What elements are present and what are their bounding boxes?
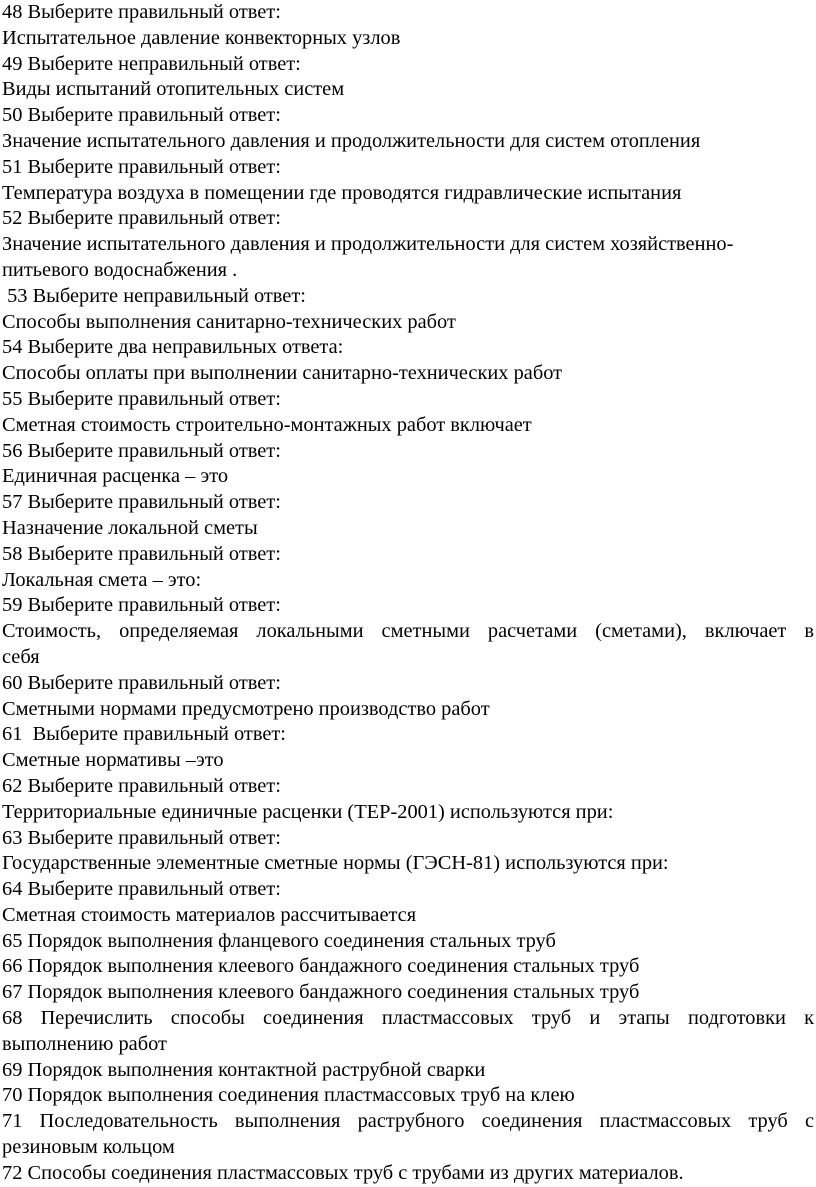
question-57-text: Назначение локальной сметы [2, 516, 258, 539]
question-64-heading: 64 Выберите правильный ответ: [2, 878, 281, 901]
item-70: 70 Порядок выполнения соединения пластмассовых труб на клею [2, 1084, 575, 1107]
item-72: 72 Способы соединения пластмассовых труб с трубами из других материалов. [2, 1161, 684, 1184]
question-60-text: Сметными нормами предусмотрено производство работ [2, 697, 490, 720]
question-51-heading: 51 Выберите правильный ответ: [2, 155, 281, 178]
question-59-text-line-1: Стоимость, определяемая локальными сметными расчетами (сметами), включает в [2, 620, 814, 643]
question-48-text: Испытательное давление конвекторных узлов [2, 26, 401, 49]
item-71-line-2: резиновым кольцом [2, 1136, 175, 1159]
item-68-line-1: 68 Перечислить способы соединения пластмассовых труб и этапы подготовки к [2, 1007, 814, 1030]
question-51-text: Температура воздуха в помещении где проводятся гидравлические испытания [2, 181, 682, 204]
question-62-text: Территориальные единичные расценки (ТЕР-2001) используются при: [2, 800, 614, 823]
question-61-text: Сметные нормативы –это [2, 749, 224, 772]
question-55-text: Сметная стоимость строительно-монтажных работ включает [2, 413, 532, 436]
question-64-text: Сметная стоимость материалов рассчитывается [2, 903, 417, 926]
question-53-text: Способы выполнения санитарно-технических работ [2, 310, 456, 333]
question-54-heading: 54 Выберите два неправильных ответа: [2, 336, 344, 359]
question-59-text-line-2: себя [2, 645, 40, 668]
item-65: 65 Порядок выполнения фланцевого соединения стальных труб [2, 929, 556, 952]
question-55-heading: 55 Выберите правильный ответ: [2, 387, 281, 410]
question-56-text: Единичная расценка – это [2, 465, 229, 488]
question-59-heading: 59 Выберите правильный ответ: [2, 594, 281, 617]
question-57-heading: 57 Выберите правильный ответ: [2, 491, 281, 514]
question-63-text: Государственные элементные сметные нормы (ГЭСН-81) используются при: [2, 852, 669, 875]
question-49-text: Виды испытаний отопительных систем [2, 78, 345, 101]
question-63-heading: 63 Выберите правильный ответ: [2, 826, 281, 849]
item-67: 67 Порядок выполнения клеевого бандажного соединения стальных труб [2, 981, 640, 1004]
question-50-text: Значение испытательного давления и продолжительности для систем отопления [2, 129, 701, 152]
question-60-heading: 60 Выберите правильный ответ: [2, 671, 281, 694]
item-68-line-2: выполнению работ [2, 1032, 167, 1055]
question-53-heading: 53 Выберите неправильный ответ: [2, 284, 306, 307]
question-62-heading: 62 Выберите правильный ответ: [2, 774, 281, 797]
question-58-text: Локальная смета – это: [2, 568, 202, 591]
question-48-heading: 48 Выберите правильный ответ: [2, 1, 281, 23]
question-49-heading: 49 Выберите неправильный ответ: [2, 52, 301, 75]
question-52-heading: 52 Выберите правильный ответ: [2, 207, 281, 230]
question-50-heading: 50 Выберите правильный ответ: [2, 104, 281, 127]
question-61-heading: 61 Выберите правильный ответ: [2, 723, 286, 746]
question-52-text-line-1: Значение испытательного давления и продолжительности для систем хозяйственно- [2, 233, 734, 256]
item-71-line-1: 71 Последовательность выполнения раструбного соединения пластмассовых труб с [2, 1110, 814, 1133]
question-54-text: Способы оплаты при выполнении санитарно-технических работ [2, 362, 563, 385]
item-69: 69 Порядок выполнения контактной раструбной сварки [2, 1058, 486, 1081]
question-58-heading: 58 Выберите правильный ответ: [2, 542, 281, 565]
question-56-heading: 56 Выберите правильный ответ: [2, 439, 281, 462]
item-66: 66 Порядок выполнения клеевого бандажного соединения стальных труб [2, 955, 640, 978]
question-52-text-line-2: питьевого водоснабжения . [2, 258, 238, 281]
